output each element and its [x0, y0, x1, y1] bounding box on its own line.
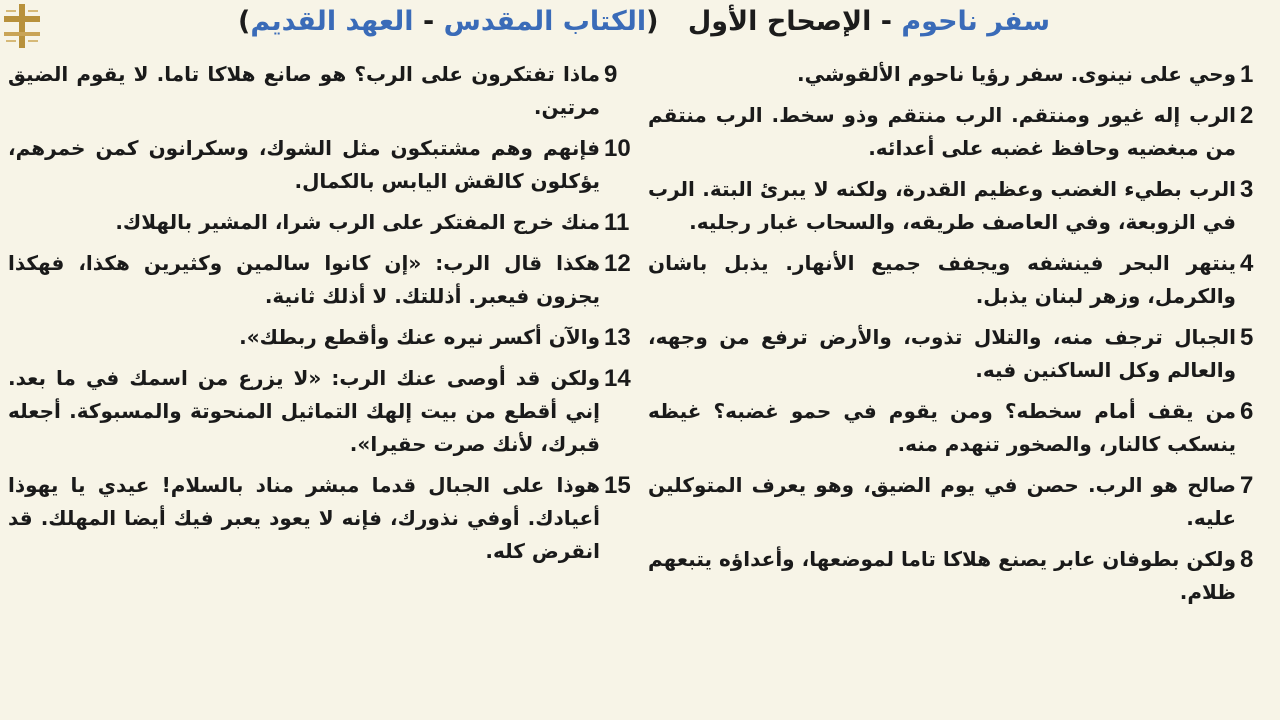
- verse: [8, 206, 636, 239]
- verse-text: الجبال ترجف منه، والتلال تذوب، والأرض ترفع من وجهه، والعالم وكل الساكنين فيه.: [648, 325, 1236, 382]
- verse-number: 9: [604, 61, 618, 88]
- verse-number: 12: [604, 250, 631, 277]
- verse: [8, 132, 636, 198]
- verse: [648, 58, 1272, 91]
- verse: [648, 247, 1272, 313]
- verse-number: 8: [1240, 546, 1254, 573]
- header: [0, 0, 1280, 52]
- verse-number: 11: [604, 209, 630, 236]
- testament-name: العهد القديم: [250, 6, 414, 37]
- verse-text: الرب إله غيور ومنتقم. الرب منتقم وذو سخط. الرب منتقم من مبغضيه وحافظ غضبه على أعدائه.: [648, 103, 1236, 160]
- verse: [8, 247, 636, 313]
- verse: [648, 395, 1272, 461]
- verse-text: من يقف أمام سخطه؟ ومن يقوم في حمو غضبه؟ غيظه ينسكب كالنار، والصخور تنهدم منه.: [648, 399, 1236, 456]
- verses-column-left: [8, 58, 636, 576]
- verse-text: وحي على نينوى. سفر رؤيا ناحوم الألقوشي.: [796, 62, 1236, 86]
- verse-number: 7: [1240, 472, 1254, 499]
- verse: [8, 469, 636, 568]
- verse-number: 5: [1240, 324, 1254, 351]
- verse-number: 10: [604, 135, 631, 162]
- verse-number: 4: [1240, 250, 1254, 277]
- verse-number: 2: [1240, 102, 1254, 129]
- chapter-title: [688, 6, 1050, 37]
- verse-text: فإنهم وهم مشتبكون مثل الشوك، وسكرانون كمن خمرهم، يؤكلون كالقش اليابس بالكمال.: [8, 136, 600, 193]
- verse-text: ولكن قد أوصى عنك الرب: «لا يزرع من اسمك في ما بعد. إني أقطع من بيت إلهك التماثيل المنحوتة والمسبوكة. أجعله قبرك، لأنك صرت حقيرا».: [8, 366, 600, 456]
- verse: [8, 58, 636, 124]
- bible-title: [238, 6, 658, 37]
- bible-name: الكتاب المقدس: [443, 6, 647, 37]
- verse-text: ولكن بطوفان عابر يصنع هلاكا تاما لموضعها، وأعداؤه يتبعهم ظلام.: [648, 547, 1236, 604]
- verse-number: 3: [1240, 176, 1254, 203]
- title-separator: -: [880, 6, 892, 37]
- verse-number: 15: [604, 472, 631, 499]
- verse: [648, 469, 1272, 535]
- verse: [8, 321, 636, 354]
- verse-number: 13: [604, 324, 631, 351]
- verse-number: 14: [604, 365, 631, 392]
- verse: [8, 362, 636, 461]
- bible-separator: -: [422, 6, 435, 37]
- verse-text: ماذا تفتكرون على الرب؟ هو صانع هلاكا تاما. لا يقوم الضيق مرتين.: [8, 62, 600, 119]
- verse: [648, 543, 1272, 609]
- verse-number: 6: [1240, 398, 1254, 425]
- verse: [648, 99, 1272, 165]
- verse-text: هوذا على الجبال قدما مبشر مناد بالسلام! عيدي يا يهوذا أعيادك. أوفي نذورك، فإنه لا يعود يعبر فيك أيضا المهلك. قد انقرض كله.: [8, 473, 600, 563]
- verse-text: والآن أكسر نيره عنك وأقطع ربطك».: [239, 325, 600, 349]
- verse-text: الرب بطيء الغضب وعظيم القدرة، ولكنه لا يبرئ البتة. الرب في الزوبعة، وفي العاصف طريقه، والسحاب غبار رجليه.: [648, 177, 1236, 234]
- verses-column-right: [648, 58, 1272, 617]
- paren-close: ): [238, 6, 251, 37]
- verse-text: منك خرج المفتكر على الرب شرا، المشير بالهلاك.: [115, 210, 600, 234]
- verse: [648, 173, 1272, 239]
- paren-open: (: [646, 6, 659, 37]
- cross-logo-icon: [4, 4, 40, 48]
- verse-number: 1: [1240, 61, 1254, 88]
- verse-text: صالح هو الرب. حصن في يوم الضيق، وهو يعرف المتوكلين عليه.: [648, 473, 1236, 530]
- book-name: سفر ناحوم: [901, 6, 1050, 37]
- verse: [648, 321, 1272, 387]
- verse-text: ينتهر البحر فينشفه ويجفف جميع الأنهار. يذبل باشان والكرمل، وزهر لبنان يذبل.: [648, 251, 1236, 308]
- verse-text: هكذا قال الرب: «إن كانوا سالمين وكثيرين هكذا، فهكذا يجزون فيعبر. أذللتك. لا أذلك ثانية.: [8, 251, 600, 308]
- chapter-name: الإصحاح الأول: [687, 6, 872, 37]
